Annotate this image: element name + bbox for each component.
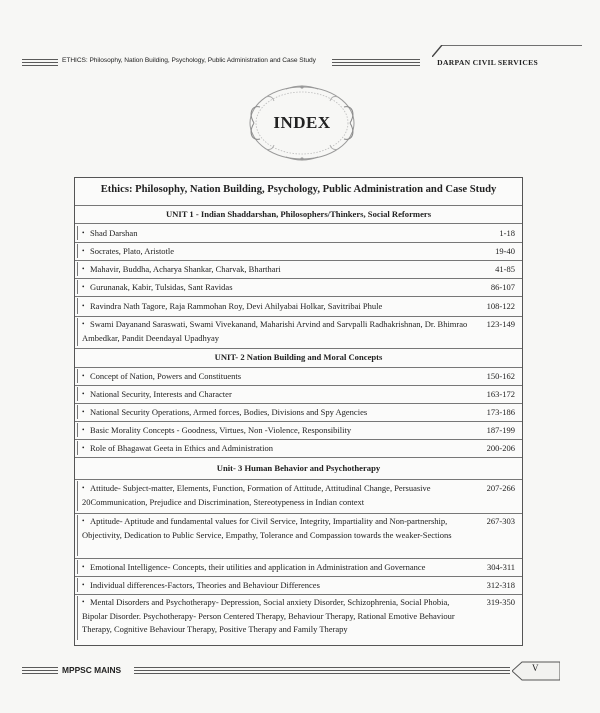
bullet-icon: •	[82, 517, 85, 525]
index-row	[75, 403, 522, 421]
topic-text: Swami Dayanand Saraswati, Swami Vivekanand, Maharishi Arvind and Sarvpalli Radhakrishnan, Dr. Bhimrao Ambedkar, Pandit Deendayal Upadhyay	[82, 319, 468, 343]
index-row	[75, 260, 522, 278]
header-tab-shape	[432, 45, 582, 57]
index-row	[75, 242, 522, 260]
topic-text: Mental Disorders and Psychotherapy- Depression, Social anxiety Disorder, Schizophrenia, Social Phobia, Bipolar Disorder. Psychotherapy- Person Centered Therapy, Behaviour Therapy, Rational Emotive Behaviour Therapy, Cognitive Behaviour Therapy, Positive Therapy and Family Therapy	[82, 597, 455, 635]
bullet-icon: •	[82, 247, 85, 255]
page-header	[22, 53, 582, 73]
topic-text: Gurunanak, Kabir, Tulsidas, Sant Ravidas	[90, 282, 233, 292]
topic-text: Shad Darshan	[90, 228, 138, 238]
index-row	[75, 296, 522, 316]
index-row	[75, 385, 522, 403]
header-publisher: DARPAN CIVIL SERVICES	[437, 58, 538, 67]
header-book-title: ETHICS: Philosophy, Nation Building, Psychology, Public Administration and Case Study	[62, 57, 316, 64]
page-range: 200-206	[486, 443, 515, 453]
index-emblem	[246, 83, 358, 163]
topic-text: National Security, Interests and Character	[90, 389, 232, 399]
topic-text: Ravindra Nath Tagore, Raja Rammohan Roy, Devi Ahilyabai Holkar, Savitribai Phule	[90, 301, 383, 311]
page-range: 108-122	[486, 301, 515, 311]
page-range: 312-318	[486, 580, 515, 590]
index-title: INDEX	[273, 113, 331, 132]
topic-text: Concept of Nation, Powers and Constituents	[90, 371, 242, 381]
page-range: 163-172	[486, 389, 515, 399]
header-rule-left	[22, 59, 58, 67]
index-row	[75, 316, 522, 348]
page-range: 187-199	[486, 425, 515, 435]
bullet-icon: •	[82, 265, 85, 273]
index-row	[75, 421, 522, 439]
index-row	[75, 513, 522, 558]
bullet-icon: •	[82, 283, 85, 291]
index-row	[75, 367, 522, 385]
page-range: 319-350	[486, 597, 515, 607]
topic-text: Aptitude- Aptitude and fundamental values for Civil Service, Integrity, Impartiality and Non-partnership, Objectivity, Dedication to Public Service, Empathy, Tolerance and Compassion towards the weaker-Sections	[82, 516, 452, 540]
index-row	[75, 278, 522, 296]
page-range: 86-107	[490, 282, 515, 292]
page-footer	[22, 660, 582, 682]
page-range: 267-303	[486, 516, 515, 526]
topic-text: Mahavir, Buddha, Acharya Shankar, Charvak, Bharthari	[90, 264, 281, 274]
index-row	[75, 594, 522, 642]
footer-title: MPPSC MAINS	[62, 665, 122, 675]
page-range: 150-162	[486, 371, 515, 381]
index-row	[75, 558, 522, 576]
index-row	[75, 479, 522, 513]
unit-heading: UNIT- 2 Nation Building and Moral Concepts	[214, 352, 383, 362]
table-title: Ethics: Philosophy, Nation Building, Psychology, Public Administration and Case Study	[100, 184, 497, 195]
page-range: 41-85	[495, 264, 515, 274]
unit-heading: Unit- 3 Human Behavior and Psychotherapy	[216, 463, 381, 473]
footer-rule-middle	[134, 667, 510, 675]
page-range: 19-40	[495, 246, 515, 256]
page-range: 1-18	[499, 228, 515, 238]
bullet-icon: •	[82, 444, 85, 452]
topic-text: Role of Bhagawat Geeta in Ethics and Administration	[90, 443, 273, 453]
page-number: V	[532, 663, 539, 673]
bullet-icon: •	[82, 563, 85, 571]
index-row	[75, 576, 522, 594]
bullet-icon: •	[82, 302, 85, 310]
footer-rule-left	[22, 667, 58, 675]
topic-text: Emotional Intelligence- Concepts, their utilities and application in Administration and Governance	[90, 562, 426, 572]
topic-text: Individual differences-Factors, Theories and Behaviour Differences	[90, 580, 320, 590]
topic-text: Socrates, Plato, Aristotle	[90, 246, 175, 256]
bullet-icon: •	[82, 408, 85, 416]
index-row	[75, 439, 522, 457]
index-row	[75, 224, 522, 242]
page-range: 207-266	[486, 483, 515, 493]
page-range: 123-149	[486, 319, 515, 329]
bullet-icon: •	[82, 320, 85, 328]
bullet-icon: •	[82, 229, 85, 237]
topic-text: Attitude- Subject-matter, Elements, Function, Formation of Attitude, Attitudinal Change, Persuasive 20Communication, Prejudice and Discrimination, Stereotypeness in Indian context	[82, 483, 431, 507]
bullet-icon: •	[82, 390, 85, 398]
bullet-icon: •	[82, 598, 85, 606]
bullet-icon: •	[82, 426, 85, 434]
page-range: 304-311	[486, 562, 515, 572]
topic-text: Basic Morality Concepts - Goodness, Virtues, Non -Violence, Responsibility	[90, 425, 352, 435]
topic-text: National Security Operations, Armed forces, Bodies, Divisions and Spy Agencies	[90, 407, 368, 417]
page-range: 173-186	[486, 407, 515, 417]
header-rule-middle	[332, 59, 420, 67]
bullet-icon: •	[82, 372, 85, 380]
index-table	[74, 177, 523, 646]
unit-heading: UNIT 1 - Indian Shaddarshan, Philosophers/Thinkers, Social Reformers	[165, 209, 432, 219]
bullet-icon: •	[82, 581, 85, 589]
divider	[75, 205, 522, 206]
bullet-icon: •	[82, 484, 85, 492]
